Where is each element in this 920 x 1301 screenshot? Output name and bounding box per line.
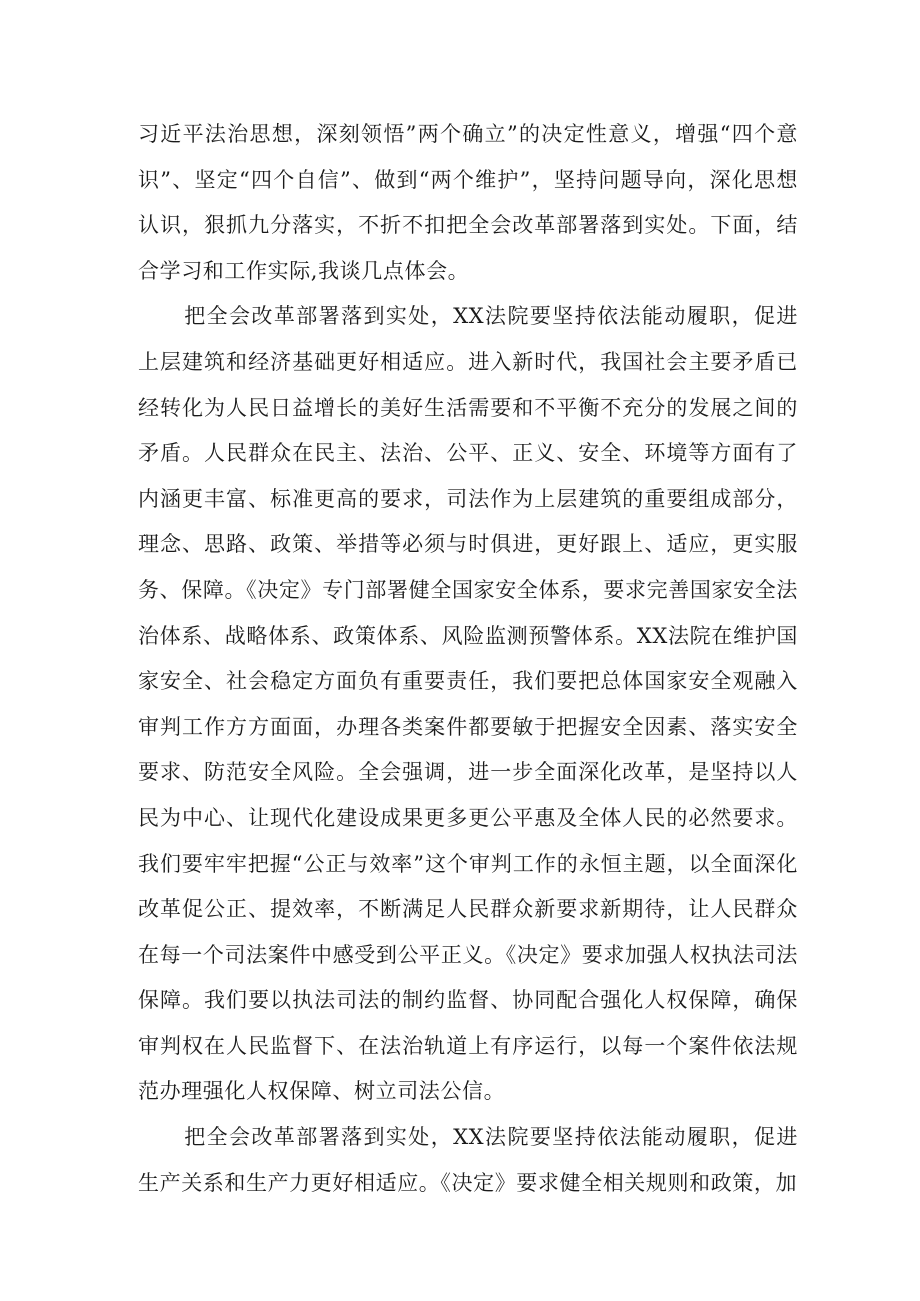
- paragraph-2: 把全会改革部署落到实处，XX法院要坚持依法能动履职，促进上层建筑和经济基础更好相适应。进入新时代，我国社会主要矛盾已经转化为人民日益增长的美好生活需要和不平衡不充分的发展之间的矛盾。人民群众在民主、法治、公平、正义、安全、环境等方面有了内涵更丰富、标准更高的要求，司法作为上层建筑的重要组成部分，理念、思路、政策、举措等必须与时俱进，更好跟上、适应，更实服务、保障。《决定》专门部署健全国家安全体系，要求完善国家安全法治体系、战略体系、政策体系、风险监测预警体系。XX法院在维护国家安全、社会稳定方面负有重要责任，我们要把总体国家安全观融入审判工作方方面面，办理各类案件都要敏于把握安全因素、落实安全要求、防范安全风险。全会强调，进一步全面深化改革，是坚持以人民为中心、让现代化建设成果更多更公平惠及全体人民的必然要求。我们要牢牢把握“公正与效率”这个审判工作的永恒主题，以全面深化改革促公正、提效率，不断满足人民群众新要求新期待，让人民群众在每一个司法案件中感受到公平正义。《决定》要求加强人权执法司法保障。我们要以执法司法的制约监督、协同配合强化人权保障，确保审判权在人民监督下、在法治轨道上有序运行，以每一个案件依法规范办理强化人权保障、树立司法公信。: [138, 304, 798, 1104]
- paragraph-1: 习近平法治思想，深刻领悟”两个确立”的决定性意义，增强“四个意识”、坚定“四个自信”、做到“两个维护”，坚持问题导向，深化思想认识，狠抓九分落实，不折不扣把全会改革部署落到实处。下面，结合学习和工作实际,我谈几点体会。: [138, 122, 798, 283]
- document-body: [138, 112, 798, 1206]
- paragraph-3: 把全会改革部署落到实处，XX法院要坚持依法能动履职，促进生产关系和生产力更好相适应。《决定》要求健全相关规则和政策，加: [138, 1125, 798, 1195]
